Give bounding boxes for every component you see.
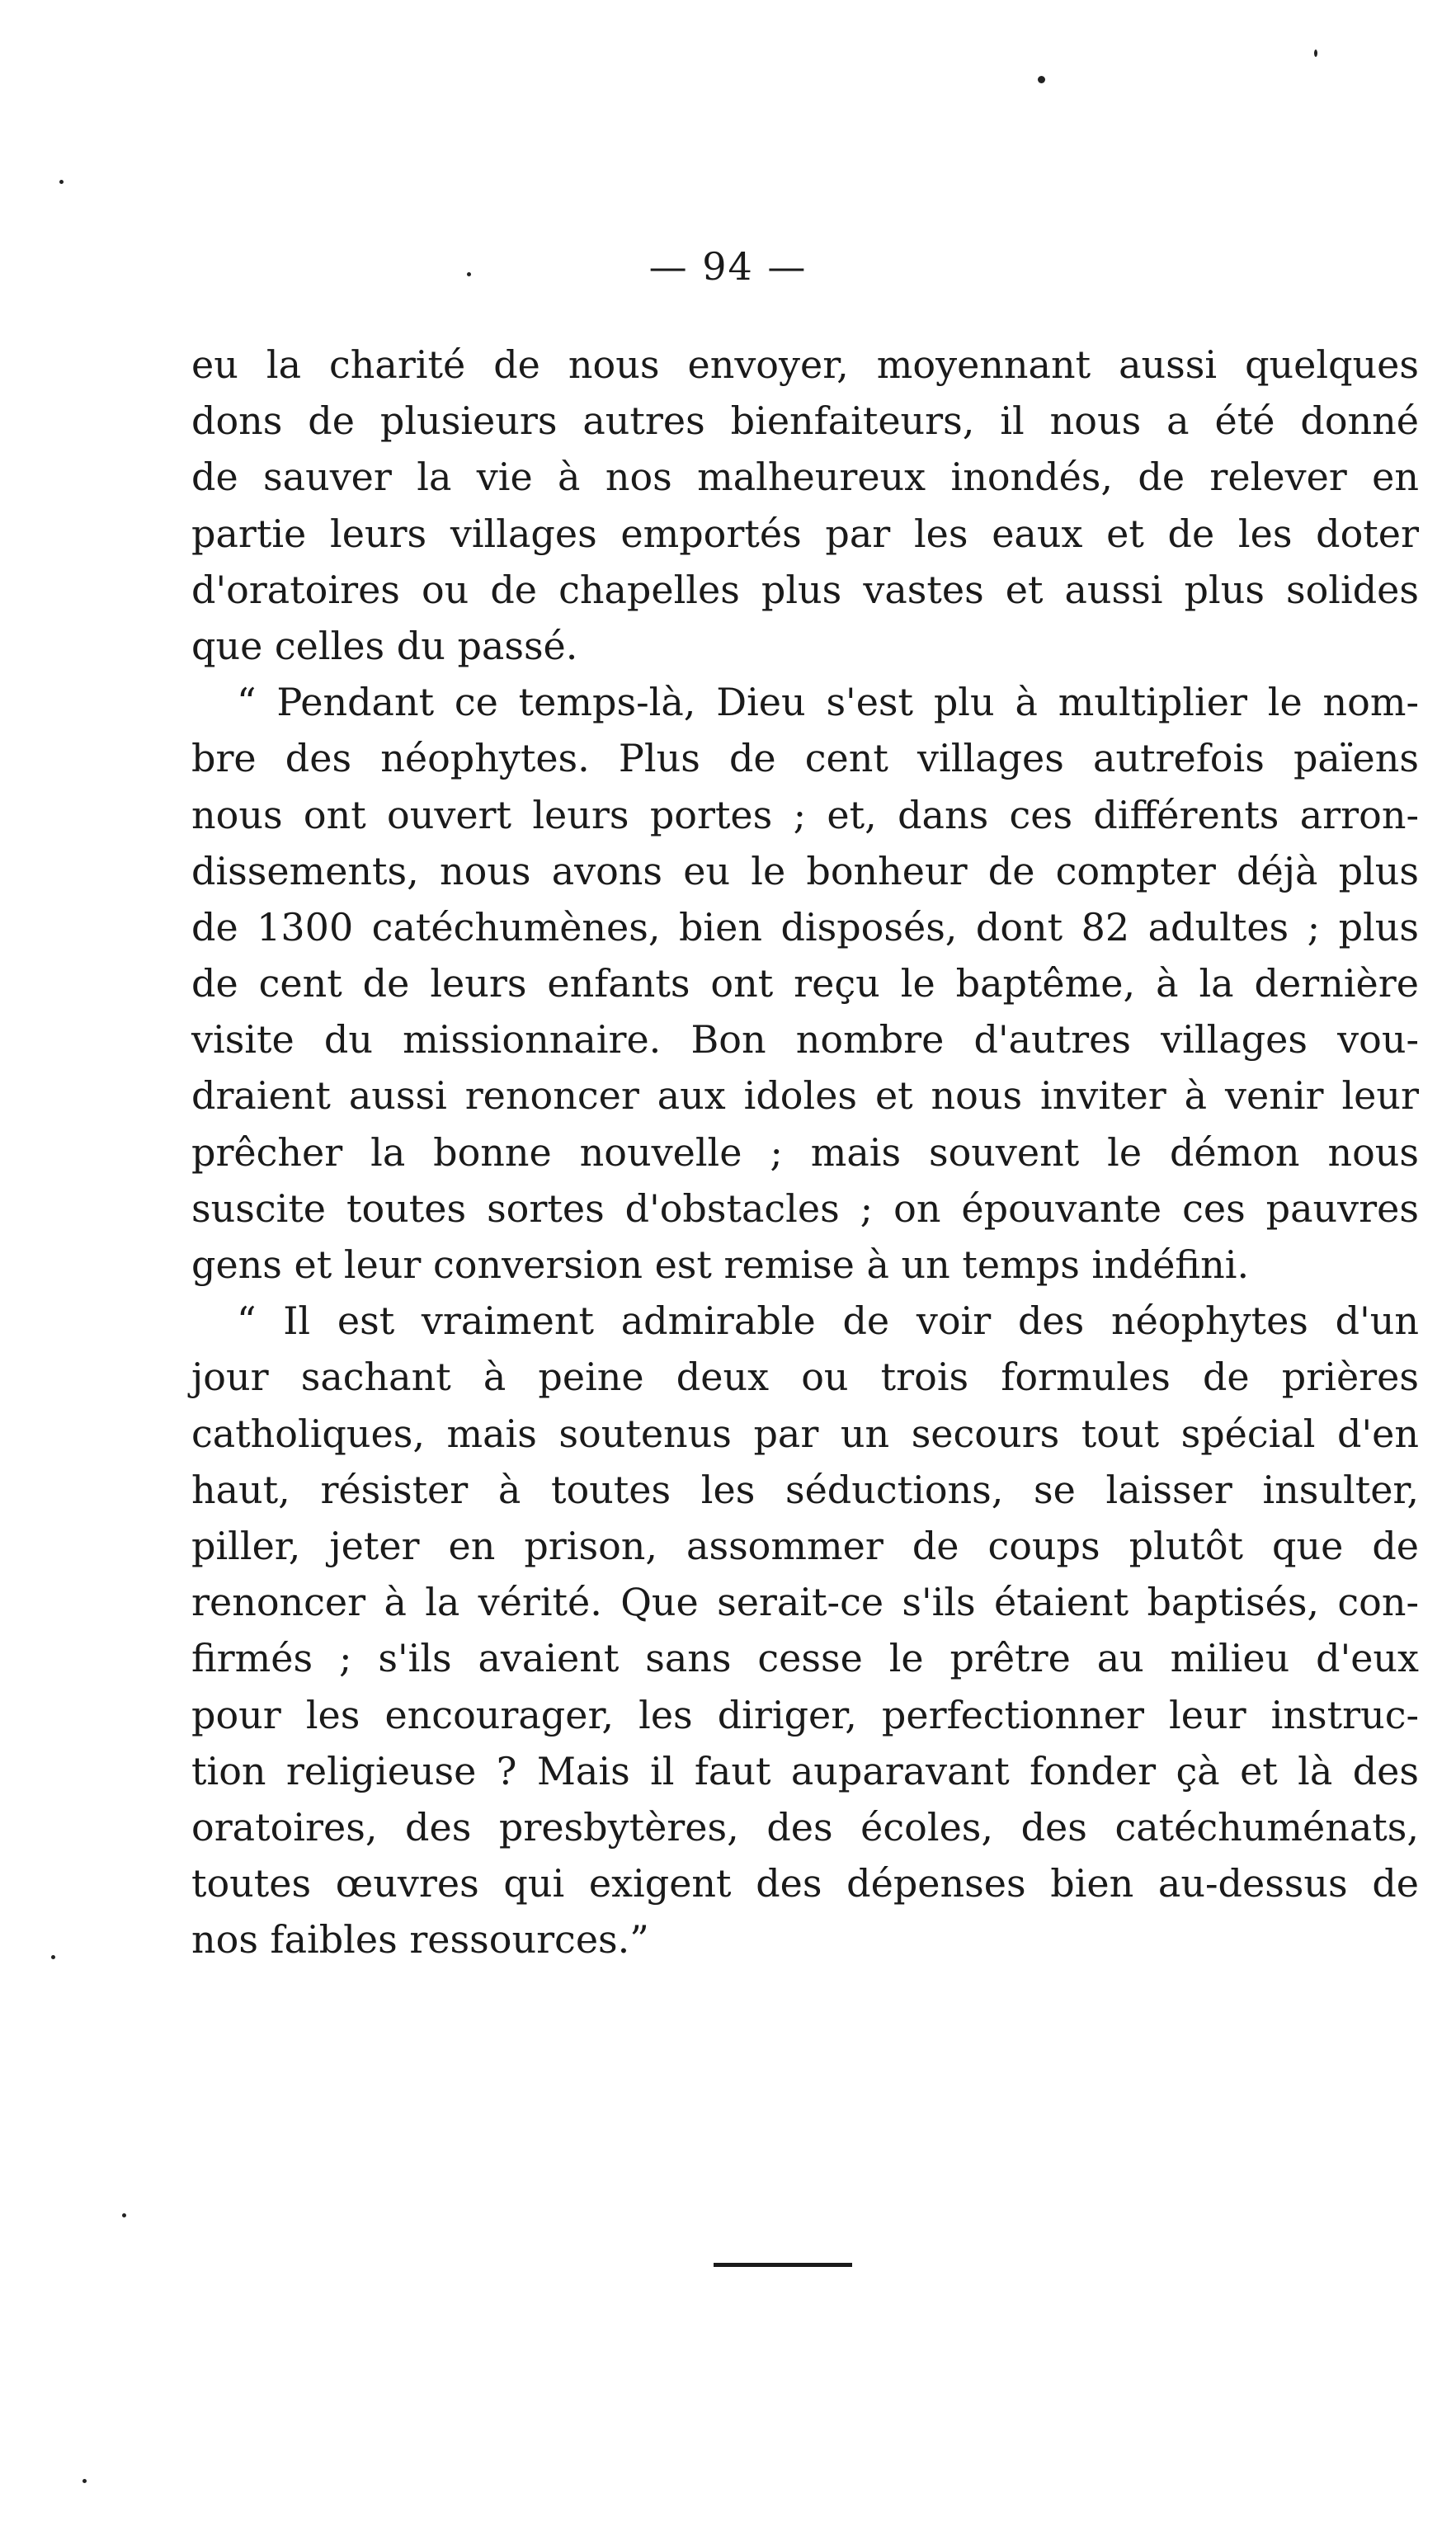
page-number: — 94 — [648,244,808,289]
text-line: jour sachant à peine deux ou trois formules de prières [191,1355,1419,1400]
print-speck [59,180,64,184]
text-line: piller, jeter en prison, assommer de coups plutôt que de [191,1523,1419,1568]
text-line: “ Pendant ce temps-là, Dieu s'est plu à multiplier le nom- [237,680,1419,725]
text-line: firmés ; s'ils avaient sans cesse le prêtre au milieu d'eux [191,1636,1419,1681]
text-line: nous ont ouvert leurs portes ; et, dans ces différents arron- [191,792,1419,837]
print-speck [1314,49,1317,57]
text-line: de 1300 catéchumènes, bien disposés, dont 82 adultes ; plus [191,904,1419,950]
text-line: de sauver la vie à nos malheureux inondés, de relever en [191,455,1419,500]
text-line: prêcher la bonne nouvelle ; mais souvent le démon nous [191,1129,1419,1175]
text-line: bre des néophytes. Plus de cent villages autrefois païens [191,736,1419,781]
text-line: catholiques, mais soutenus par un secours tout spécial d'en [191,1411,1419,1456]
text-line: visite du missionnaire. Bon nombre d'autres villages vou- [191,1017,1419,1063]
body-text [191,337,1419,1967]
text-line: “ Il est vraiment admirable de voir des néophytes d'un [237,1298,1419,1344]
print-speck [82,2479,87,2483]
text-line: eu la charité de nous envoyer, moyennant aussi quelques [191,342,1419,387]
print-speck [51,1955,55,1959]
text-line: haut, résister à toutes les séductions, se laisser insulter, [191,1467,1419,1512]
text-line: de cent de leurs enfants ont reçu le baptême, à la dernière [191,961,1419,1006]
text-line: toutes œuvres qui exigent des dépenses bien au-dessus de [191,1861,1419,1906]
text-line: que celles du passé. [191,623,578,668]
text-line: draient aussi renoncer aux idoles et nous inviter à venir leur [191,1073,1419,1119]
text-line: oratoires, des presbytères, des écoles, des catéchuménats, [191,1804,1419,1850]
text-line: d'oratoires ou de chapelles plus vastes et aussi plus solides [191,567,1419,612]
text-line: partie leurs villages emportés par les eaux et de les doter [191,511,1419,556]
text-line: dissements, nous avons eu le bonheur de compter déjà plus [191,848,1419,893]
print-speck [1038,76,1045,83]
text-line: renoncer à la vérité. Que serait-ce s'ils étaient baptisés, con- [191,1580,1419,1625]
text-line: pour les encourager, les diriger, perfectionner leur instruc- [191,1692,1419,1737]
text-line: gens et leur conversion est remise à un temps indéfini. [191,1242,1250,1287]
print-speck [122,2213,126,2217]
text-line: nos faibles ressources.” [191,1917,649,1963]
text-line: suscite toutes sortes d'obstacles ; on épouvante ces pauvres [191,1185,1419,1231]
end-rule [714,2263,852,2267]
print-speck [467,272,471,276]
text-line: dons de plusieurs autres bienfaiteurs, il nous a été donné [191,398,1419,444]
text-line: tion religieuse ? Mais il faut auparavant fonder çà et là des [191,1748,1419,1793]
